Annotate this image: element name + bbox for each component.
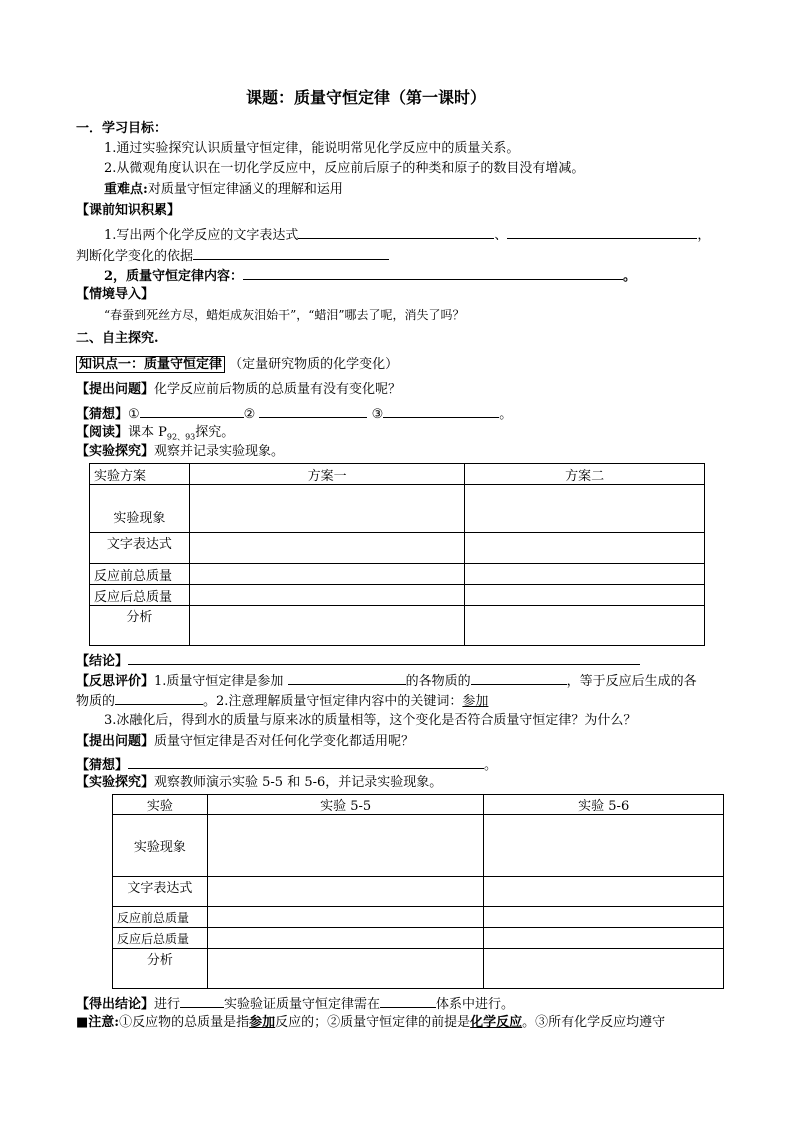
knowledge-point-1 — [76, 356, 398, 374]
page-title: 课题：质量守恒定律（第一课时） — [246, 88, 487, 107]
guess-end: 。 — [499, 407, 513, 422]
table2-header-experiment: 实验 — [113, 795, 208, 815]
key-label: 重难点: — [104, 182, 148, 197]
answer-blank[interactable] — [380, 994, 436, 1008]
table2-row-mass-after: 反应后总质量 — [113, 928, 208, 949]
answer-blank[interactable] — [115, 691, 203, 705]
reflect-line-1 — [76, 671, 697, 691]
goals-heading: 一．学习目标： — [76, 121, 168, 136]
q2-label: 【提出问题】 — [76, 734, 155, 749]
answer-blank[interactable] — [180, 994, 224, 1008]
pk1-sep: 、 — [494, 228, 508, 243]
table-cell[interactable] — [189, 485, 465, 533]
table-cell[interactable] — [484, 907, 724, 928]
conclusion-line — [76, 651, 640, 671]
get-b: 实验验证质量守恒定律需在 — [224, 997, 381, 1012]
read-text-a: 课本 P — [128, 425, 167, 440]
table2-header-exp-5-5: 实验 5-5 — [207, 795, 484, 815]
table1-header-plan-2: 方案二 — [465, 464, 705, 485]
key-point — [104, 181, 343, 199]
table-cell[interactable] — [484, 949, 724, 989]
answer-blank[interactable] — [383, 404, 499, 418]
table-cell[interactable] — [465, 585, 705, 606]
preknow-item-1 — [104, 225, 710, 245]
table-cell[interactable] — [484, 928, 724, 949]
table-cell[interactable] — [207, 877, 484, 907]
reflect-line-3: 3.冰融化后，得到水的质量与原来冰的质量相等，这个变化是否符合质量守恒定律？为什么？ — [104, 713, 637, 728]
table-cell[interactable] — [484, 877, 724, 907]
preknow-item-1b — [76, 246, 389, 266]
answer-blank[interactable] — [243, 266, 623, 280]
table-cell[interactable] — [207, 907, 484, 928]
preknow-heading: 【课前知识积累】 — [76, 203, 181, 218]
pk2-text: 2，质量守恒定律内容： — [104, 269, 244, 284]
scene-text: “春蚕到死丝方尽，蜡炬成灰泪始干”，“蜡泪”哪去了呢，消失了吗？ — [104, 308, 465, 322]
explore-heading: 二、自主探究. — [76, 331, 159, 346]
conclusion-label: 【结论】 — [76, 654, 129, 669]
table-cell[interactable] — [465, 485, 705, 533]
reflect-1c: ，等于反应后生成的各 — [566, 674, 697, 689]
scene-heading: 【情境导入】 — [76, 287, 155, 302]
table-cell[interactable] — [465, 606, 705, 646]
answer-blank[interactable] — [128, 755, 484, 769]
reflect-2a: 物质的 — [76, 694, 116, 709]
table-cell[interactable] — [207, 949, 484, 989]
reflect-keyword: 参加 — [462, 694, 489, 709]
goal-1: 1.通过实验探究认识质量守恒定律，能说明常见化学反应中的质量关系。 — [104, 141, 520, 156]
answer-blank[interactable] — [507, 225, 697, 239]
experiment-2 — [76, 774, 442, 792]
table1-row-phenomenon: 实验现象 — [90, 485, 190, 533]
table1-row-mass-before: 反应前总质量 — [90, 564, 190, 585]
table-cell[interactable] — [189, 533, 465, 564]
guess-mark-2: ② — [243, 407, 256, 422]
reflect-1a: 1.质量守恒定律是参加 — [154, 674, 284, 689]
q1-label: 【提出问题】 — [76, 382, 155, 397]
note-e: 。③所有化学反应均遵守 — [522, 1015, 666, 1030]
preknow-item-2 — [104, 266, 636, 286]
exp2-label: 【实验探究】 — [76, 775, 155, 790]
guess2-end: 。 — [484, 758, 498, 773]
question-2 — [76, 733, 414, 751]
answer-blank[interactable] — [298, 225, 494, 239]
table2-row-mass-before: 反应前总质量 — [113, 907, 208, 928]
guess-mark-3: ③ — [371, 407, 384, 422]
note-d: 化学反应 — [470, 1015, 523, 1030]
table2-row-expression: 文字表达式 — [113, 877, 208, 907]
exp2-text: 观察教师演示实验 5-5 和 5-6，并记录实验现象。 — [154, 775, 443, 790]
note-label: ■注意: — [76, 1015, 120, 1030]
answer-blank[interactable] — [288, 671, 406, 685]
q1-text: 化学反应前后物质的总质量有没有变化呢？ — [154, 382, 402, 397]
read-pages: 92、93 — [166, 432, 196, 442]
table2-row-phenomenon: 实验现象 — [113, 815, 208, 877]
note-line — [76, 1014, 665, 1032]
pk1b-text: 判断化学变化的依据 — [76, 249, 194, 264]
experiment-table-2 — [112, 794, 724, 989]
note-c: 反应的；②质量守恒定律的前提是 — [275, 1015, 471, 1030]
exp1-text: 观察并记录实验现象。 — [154, 444, 285, 459]
guess-mark-1: ① — [128, 407, 140, 422]
question-1 — [76, 381, 401, 399]
answer-blank[interactable] — [140, 404, 244, 418]
table1-row-expression: 文字表达式 — [90, 533, 190, 564]
experiment-1 — [76, 443, 284, 461]
guess2-label: 【猜想】 — [76, 758, 129, 773]
table1-header-plan: 实验方案 — [90, 464, 190, 485]
get-conclusion — [76, 994, 514, 1014]
table-cell[interactable] — [207, 928, 484, 949]
table-cell[interactable] — [189, 606, 465, 646]
pk1-end: ， — [697, 228, 711, 243]
table-cell[interactable] — [465, 564, 705, 585]
answer-blank[interactable] — [193, 246, 389, 260]
pk1-text: 1.写出两个化学反应的文字表达式 — [104, 228, 299, 243]
reflect-2b: 。2.注意理解质量守恒定律内容中的关键词： — [203, 694, 463, 709]
guess-1 — [76, 404, 512, 424]
table-cell[interactable] — [189, 585, 465, 606]
pk2-end: 。 — [623, 269, 637, 284]
table2-header-exp-5-6: 实验 5-6 — [484, 795, 724, 815]
reflect-1b: 的各物质的 — [405, 674, 471, 689]
guess-label: 【猜想】 — [76, 407, 129, 422]
get-c: 体系中进行。 — [436, 997, 515, 1012]
read-text-b: 探究。 — [195, 425, 235, 440]
note-b: 参加 — [249, 1015, 276, 1030]
kp1-note: （定量研究物质的化学变化） — [229, 357, 399, 372]
table1-row-mass-after: 反应后总质量 — [90, 585, 190, 606]
answer-blank[interactable] — [128, 651, 640, 665]
kp1-title: 知识点一：质量守恒定律 — [76, 356, 225, 373]
get-a: 进行 — [154, 997, 181, 1012]
table-cell[interactable] — [484, 815, 724, 877]
table2-row-analysis: 分析 — [113, 949, 208, 989]
reflect-line-2 — [76, 691, 488, 711]
table1-header-plan-1: 方案一 — [189, 464, 465, 485]
read-label: 【阅读】 — [76, 425, 129, 440]
get-label: 【得出结论】 — [76, 997, 155, 1012]
goal-2: 2.从微观角度认识在一切化学反应中，反应前后原子的种类和原子的数目没有增减。 — [104, 161, 585, 176]
table-cell[interactable] — [189, 564, 465, 585]
table1-row-analysis: 分析 — [90, 606, 190, 646]
guess-2 — [76, 755, 497, 775]
table-cell[interactable] — [465, 533, 705, 564]
exp1-label: 【实验探究】 — [76, 444, 155, 459]
answer-blank[interactable] — [259, 404, 367, 418]
experiment-table-1 — [89, 463, 705, 646]
q2-text: 质量守恒定律是否对任何化学变化都适用呢？ — [154, 734, 415, 749]
answer-blank[interactable] — [471, 671, 567, 685]
table-cell[interactable] — [207, 815, 484, 877]
key-text: 对质量守恒定律涵义的理解和运用 — [147, 182, 343, 197]
reflect-label: 【反思评价】 — [76, 674, 155, 689]
note-a: ①反应物的总质量是指 — [119, 1015, 250, 1030]
